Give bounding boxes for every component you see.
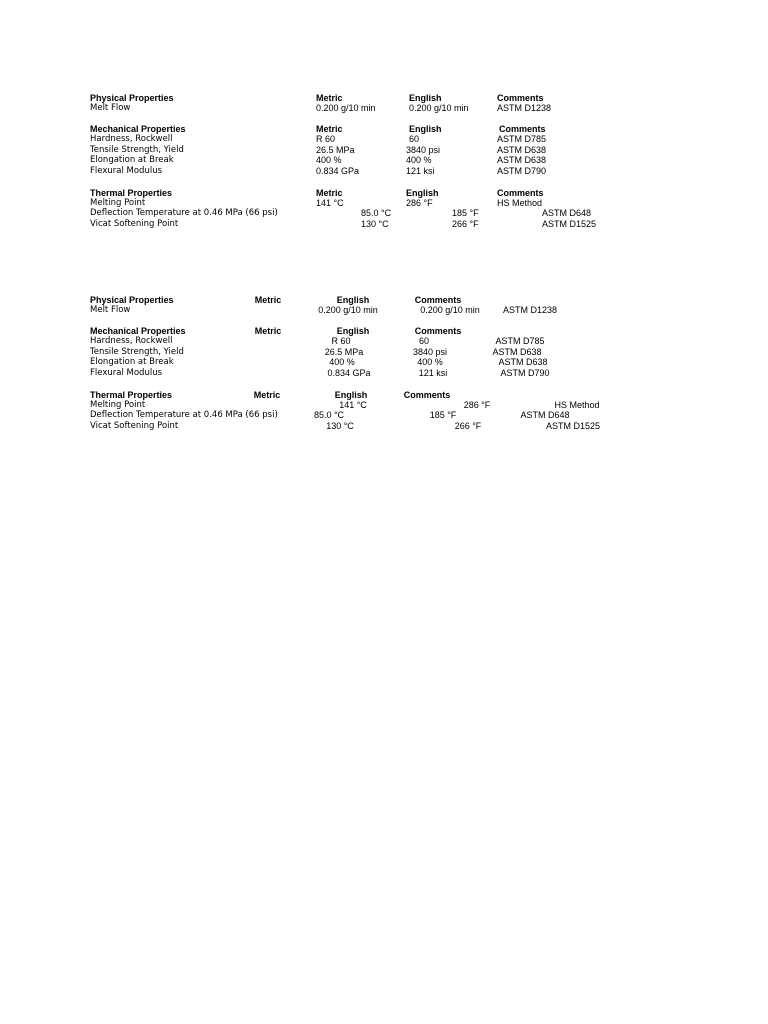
english-value: 185 °F (429, 410, 457, 420)
row-label: Flexural Modulus (90, 368, 163, 378)
row-label: Deflection Temperature at 0.46 MPa (66 psi) (90, 208, 278, 218)
metric-value: 141 °C (339, 400, 367, 410)
comment-value: ASTM D1238 (502, 305, 558, 315)
column-header-comments: Comments (497, 93, 544, 103)
metric-value: 0.834 GPa (316, 166, 360, 176)
metric-value: 26.5 MPa (324, 347, 364, 357)
english-value: 266 °F (452, 219, 479, 229)
english-value: 400 % (406, 155, 432, 165)
column-header-metric: Metric (254, 326, 282, 336)
metric-value: 130 °C (361, 219, 389, 229)
column-header-english: English (409, 124, 442, 134)
column-header-metric: Metric (316, 188, 343, 198)
metric-value: 141 °C (316, 198, 344, 208)
row-label: Flexural Modulus (90, 166, 163, 176)
column-header-metric: Metric (316, 124, 343, 134)
column-header-comments: Comments (403, 390, 451, 400)
column-header-metric: Metric (253, 390, 281, 400)
row-label: Vicat Softening Point (90, 421, 179, 431)
row-label: Elongation at Break (90, 155, 174, 165)
comment-value: ASTM D1525 (542, 219, 597, 229)
metric-value: 26.5 MPa (316, 145, 355, 155)
metric-value: 85.0 °C (361, 208, 392, 218)
row-label: Melt Flow (90, 103, 131, 113)
comment-value: ASTM D785 (495, 336, 545, 346)
english-value: 185 °F (452, 208, 479, 218)
column-header-comments: Comments (499, 124, 546, 134)
metric-value: 85.0 °C (313, 410, 345, 420)
row-label: Melt Flow (90, 305, 131, 315)
comment-value: HS Method (554, 400, 600, 410)
section-header-mechanical: Mechanical Properties (90, 326, 186, 336)
row-label: Elongation at Break (90, 357, 174, 367)
column-header-comments: Comments (414, 295, 462, 305)
section-header-physical: Physical Properties (90, 93, 174, 103)
section-header-thermal: Thermal Properties (90, 390, 173, 400)
comment-value: ASTM D790 (500, 368, 550, 378)
english-value: 286 °F (463, 400, 491, 410)
english-value: 400 % (417, 357, 443, 367)
english-value: 0.200 g/10 min (409, 103, 469, 113)
metric-value: 400 % (316, 155, 342, 165)
row-label: Deflection Temperature at 0.46 MPa (66 psi) (90, 410, 278, 420)
comment-value: ASTM D638 (498, 357, 548, 367)
row-label: Melting Point (90, 198, 146, 208)
english-value: 286 °F (406, 198, 433, 208)
comment-value: ASTM D790 (497, 166, 547, 176)
row-label: Hardness, Rockwell (90, 336, 173, 346)
comment-value: ASTM D638 (492, 347, 542, 357)
metric-value: 0.200 g/10 min (316, 103, 376, 113)
english-value: 60 (409, 134, 420, 144)
comment-value: ASTM D638 (497, 155, 547, 165)
section-header-mechanical: Mechanical Properties (90, 124, 186, 134)
english-value: 266 °F (454, 421, 482, 431)
english-value: 121 ksi (418, 368, 448, 378)
row-label: Hardness, Rockwell (90, 134, 173, 144)
metric-value: R 60 (331, 336, 351, 346)
english-value: 3840 psi (412, 347, 448, 357)
english-value: 0.200 g/10 min (420, 305, 480, 315)
comment-value: ASTM D648 (542, 208, 592, 218)
column-header-english: English (336, 326, 370, 336)
english-value: 60 (418, 336, 430, 346)
english-value: 121 ksi (406, 166, 435, 176)
column-header-comments: Comments (497, 188, 544, 198)
section-header-thermal: Thermal Properties (90, 188, 173, 198)
row-label: Tensile Strength, Yield (90, 145, 184, 155)
comment-value: ASTM D785 (497, 134, 547, 144)
row-label: Tensile Strength, Yield (90, 347, 184, 357)
column-header-english: English (409, 93, 442, 103)
column-header-english: English (334, 390, 368, 400)
column-header-comments: Comments (414, 326, 462, 336)
column-header-english: English (336, 295, 370, 305)
metric-value: 0.200 g/10 min (318, 305, 378, 315)
metric-value: 0.834 GPa (327, 368, 371, 378)
comment-value: ASTM D648 (520, 410, 570, 420)
comment-value: ASTM D1525 (545, 421, 601, 431)
comment-value: ASTM D638 (497, 145, 547, 155)
comment-value: ASTM D1238 (497, 103, 552, 113)
row-label: Melting Point (90, 400, 146, 410)
section-header-physical: Physical Properties (90, 295, 174, 305)
comment-value: HS Method (497, 198, 543, 208)
column-header-metric: Metric (316, 93, 343, 103)
column-header-english: English (406, 188, 439, 198)
metric-value: 400 % (329, 357, 355, 367)
metric-value: 130 °C (326, 421, 354, 431)
column-header-metric: Metric (254, 295, 282, 305)
english-value: 3840 psi (406, 145, 441, 155)
row-label: Vicat Softening Point (90, 219, 179, 229)
metric-value: R 60 (316, 134, 336, 144)
